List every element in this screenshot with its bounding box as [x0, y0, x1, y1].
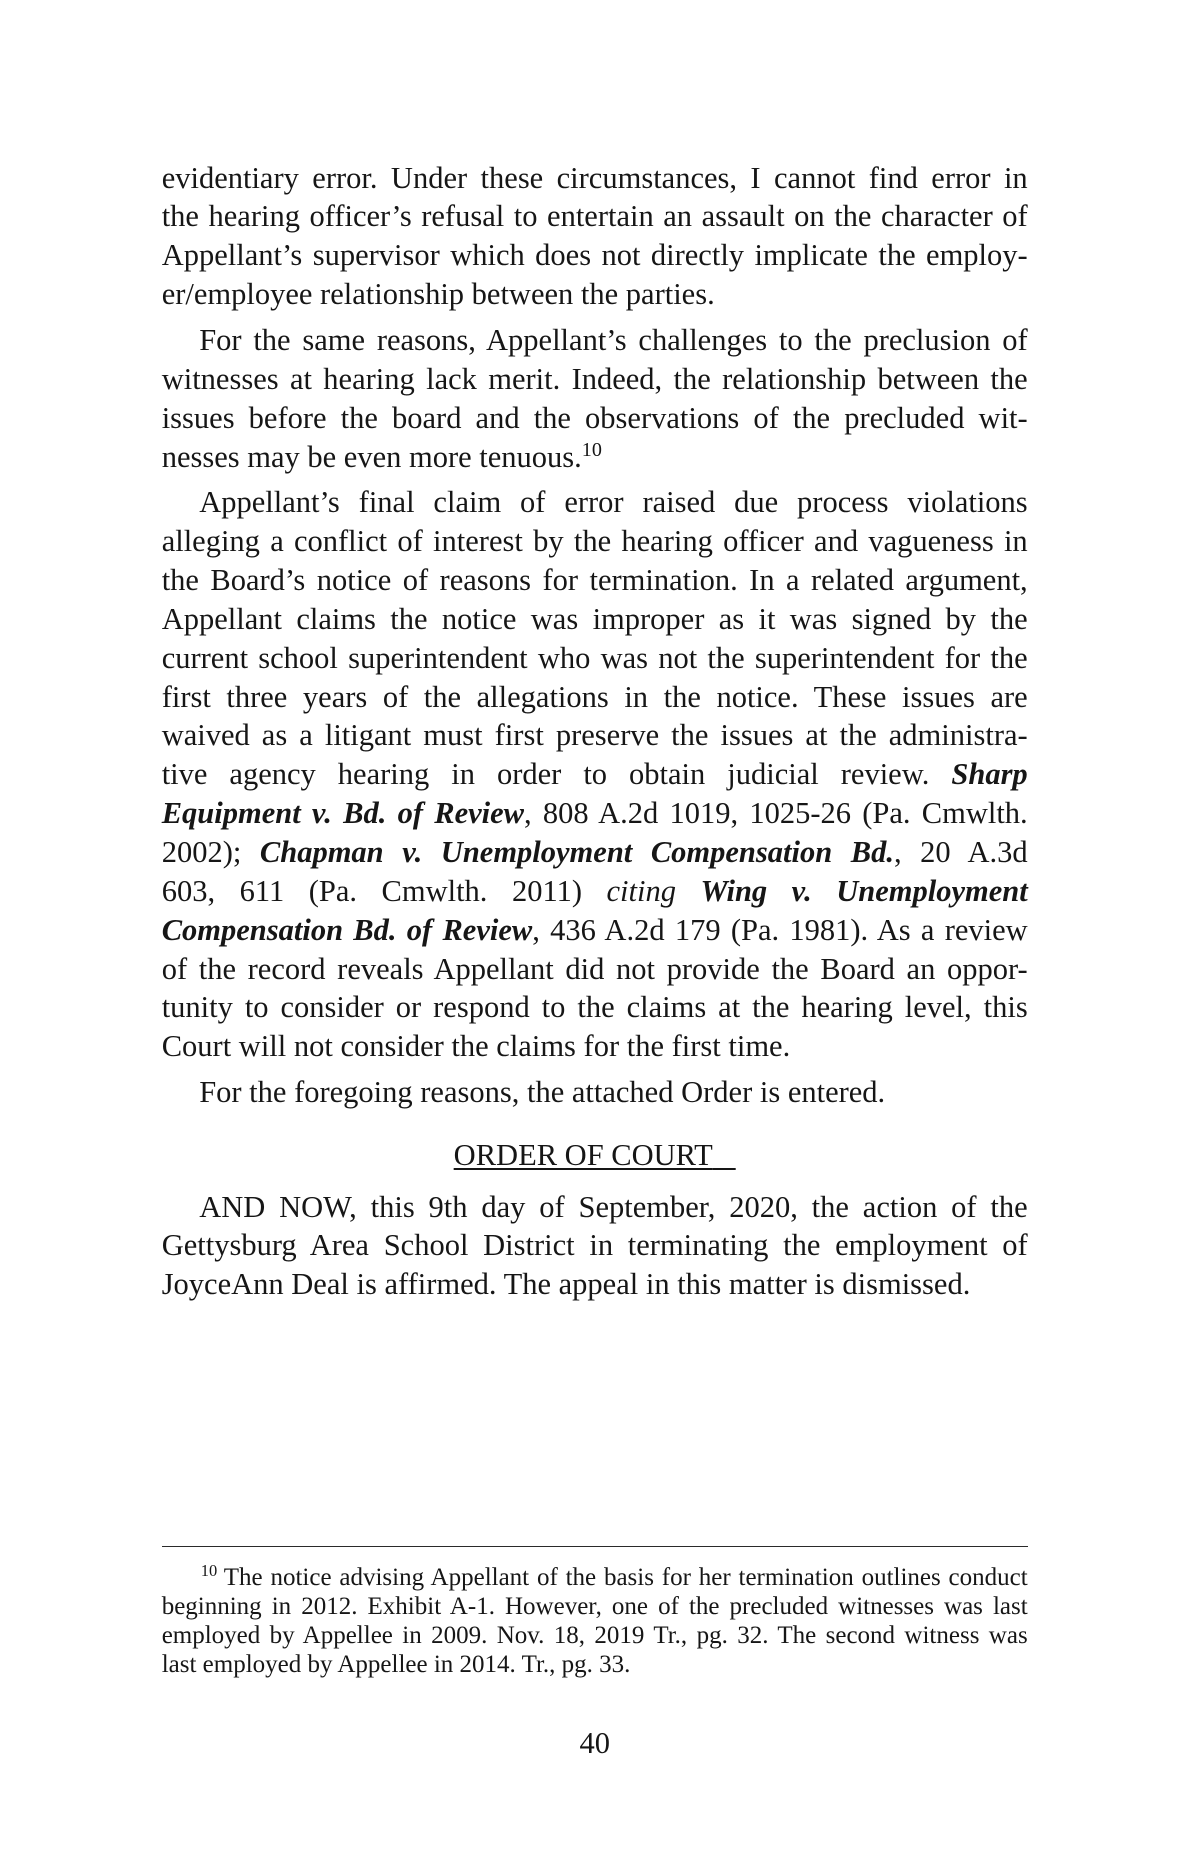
paragraph	[162, 321, 1028, 476]
citation-signal: citing	[606, 873, 701, 908]
text-line: issues before the board and the observations of the precluded wit-	[161, 400, 1028, 435]
case-citation: Wing v. Unemployment	[700, 873, 1028, 908]
text-line: Appellant claims the notice was improper as it was signed by the	[161, 601, 1028, 636]
footnote	[162, 1563, 1028, 1680]
text-line	[162, 833, 1028, 872]
text-line	[162, 911, 1028, 950]
case-citation: Sharp	[951, 757, 1028, 792]
text-segment: , 436 A.2d 179 (Pa. 1981). As a review	[532, 912, 1028, 947]
text-line	[162, 438, 1028, 477]
text-line: witnesses at hearing lack merit. Indeed, the relationship between the	[161, 361, 1028, 396]
text-line	[162, 872, 1028, 911]
text-line: For the foregoing reasons, the attached Order is entered.	[199, 1075, 886, 1110]
text-line: JoyceAnn Deal is affirmed. The appeal in this matter is dismissed.	[161, 1267, 971, 1302]
text-line	[162, 755, 1028, 794]
text-segment: , 20 A.3d	[893, 834, 1028, 869]
footnote-line: employed by Appellee in 2009. Nov. 18, 2019 Tr., pg. 32. The second witness was	[161, 1622, 1028, 1650]
text-segment: 603, 611 (Pa. Cmwlth. 2011)	[161, 873, 607, 908]
paragraph	[162, 1073, 1028, 1112]
footnote-separator	[162, 1546, 1028, 1547]
text-line: er/employee relationship between the parties.	[161, 277, 715, 312]
text-segment: The notice advising Appellant of the basis for her termination outlines conduct	[223, 1563, 1028, 1591]
text-line: the hearing officer’s refusal to entertain an assault on the character of	[161, 199, 1028, 234]
text-line: the Board’s notice of reasons for termination. In a related argument,	[161, 563, 1028, 598]
text-line: waived as a litigant must first preserve the issues at the administra-	[161, 718, 1028, 753]
case-citation: Equipment v. Bd. of Review	[161, 796, 524, 831]
text-line: tunity to consider or respond to the claims at the hearing level, this	[161, 990, 1028, 1025]
text-segment: , 808 A.2d 1019, 1025-26 (Pa. Cmwlth.	[524, 796, 1028, 831]
text-line: of the record reveals Appellant did not provide the Board an oppor-	[161, 951, 1028, 986]
text-line: Appellant’s supervisor which does not directly implicate the employ-	[161, 238, 1028, 273]
paragraph	[162, 483, 1028, 1066]
footnote-line: last employed by Appellee in 2014. Tr., pg. 33.	[161, 1651, 631, 1679]
text-line	[162, 794, 1028, 833]
footnote-reference: 10	[581, 439, 602, 462]
footnote-line: beginning in 2012. Exhibit A-1. However, one of the precluded witnesses was last	[161, 1592, 1028, 1620]
paragraph	[162, 159, 1028, 314]
text-line: Gettysburg Area School District in terminating the employment of	[161, 1228, 1028, 1263]
text-line: Appellant’s final claim of error raised due process violations	[199, 485, 1028, 520]
text-line: evidentiary error. Under these circumstances, I cannot find error in	[161, 160, 1028, 195]
case-citation: Compensation Bd. of Review	[161, 912, 533, 947]
paragraph	[162, 1188, 1028, 1305]
text-line: Court will not consider the claims for the first time.	[161, 1029, 791, 1064]
text-line: first three years of the allegations in the notice. These issues are	[161, 679, 1028, 714]
case-citation: Chapman v. Unemployment Compensation Bd.	[259, 834, 894, 869]
text-line: alleging a conflict of interest by the hearing officer and vagueness in	[161, 524, 1028, 559]
text-line: AND NOW, this 9th day of September, 2020, the action of the	[199, 1189, 1028, 1224]
text-segment: tive agency hearing in order to obtain judicial review.	[161, 757, 952, 792]
section-heading	[162, 1136, 1028, 1175]
footnote-line	[162, 1563, 1028, 1592]
text-line: For the same reasons, Appellant’s challenges to the preclusion of	[199, 323, 1028, 357]
page-number: 40	[579, 1726, 610, 1761]
text-segment: nesses may be even more tenuous.	[161, 439, 582, 474]
text-line: current school superintendent who was not the superintendent for the	[161, 640, 1028, 675]
text-segment: 2002);	[161, 834, 260, 869]
order-heading-text: ORDER OF COURT	[453, 1138, 713, 1173]
footnote-marker: 10	[200, 1561, 218, 1581]
